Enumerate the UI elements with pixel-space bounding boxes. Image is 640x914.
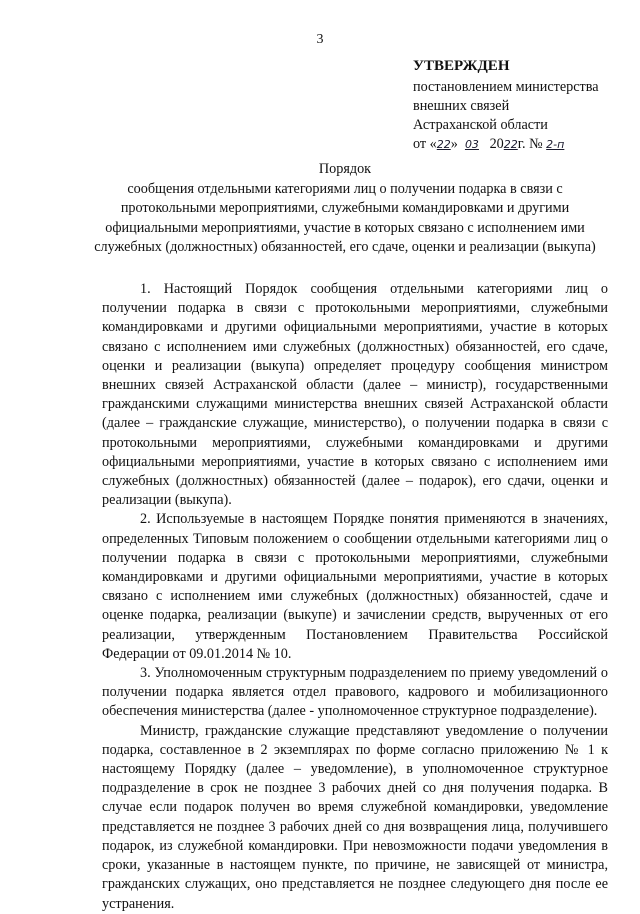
date-mid-2: г. №: [517, 136, 543, 152]
approval-line-1: постановлением министерства: [413, 79, 599, 95]
handwritten-day: 22: [436, 138, 451, 151]
document-body: [102, 280, 608, 914]
year-prefix: 20: [489, 136, 504, 152]
document-title-block: [90, 160, 600, 257]
date-mid-1: »: [450, 136, 458, 152]
paragraph-2: 2. Используемые в настоящем Порядке понятия применяются в значениях, определенных Типовым положением о сообщении отдельными категориями лиц о получении подарка в связи с протокольными мероприятиями, служебными командировками и другими официальными мероприятиями, участие в которых связано с исполнением ими служебных (должностных) обязанностей, сдаче и оценке подарка, реализации (выкупе) и зачислении средств, вырученных от его реализации, утвержденным Постановлением Правительства Российской Федерации от 09.01.2014 № 10.: [102, 511, 608, 662]
document-subtitle: сообщения отдельными категориями лиц о получении подарка в связи с протокольными мероприятиями, служебными командировками и другими официальными мероприятиями, участие в которых связано с исполнением ими служебных (должностных) обязанностей, его сдаче, оценки и реализации (выкупа): [94, 181, 596, 255]
document-title: Порядок: [318, 161, 372, 177]
date-prefix: от «: [413, 136, 437, 152]
paragraph-1: 1. Настоящий Порядок сообщения отдельными категориями лиц о получении подарка в связи с протокольными мероприятиями, служебными командировками и другими официальными мероприятиями, участие в которых связано с исполнением ими служебных (должностных) обязанностей, его сдаче, оценки и реализации (выкупа) определяет процедуру сообщения министром внешних связей Астраханской области (далее – министр), государственными гражданскими служащими министерства внешних связей Астраханской области (далее – гражданские служащие, министерство), о получении подарка в связи с протокольными мероприятиями, служебными командировками и другими официальными мероприятиями, участие в которых связано с исполнением ими служебных (должностных) обязанностей (далее – подарок), его сдачи, оценки и реализации (выкупа).: [102, 281, 608, 509]
paragraph-3: 3. Уполномоченным структурным подразделением по приему уведомлений о получении подарка является отдел правового, кадрового и мобилизационного обеспечения министерства (далее - уполномоченное структурное подразделение).: [102, 665, 608, 720]
approval-line-3: Астраханской области: [413, 117, 548, 133]
handwritten-month: 03: [464, 138, 479, 151]
approval-line-2: внешних связей: [413, 98, 510, 114]
paragraph-4: Министр, гражданские служащие представляют уведомление о получении подарка, составленное в 2 экземплярах по форме согласно приложению № 1 к настоящему Порядку (далее – уведомление), в уполномоченное структурное подразделение в срок не позднее 3 рабочих дней со дня получения подарка. В случае если подарок получен во время служебной командировки, уведомление представляется не позднее 3 рабочих дней со дня возвращения лица, получившего подарок, из служебной командировки. При невозможности подачи уведомления в сроки, указанные в настоящем пункте, по причине, не зависящей от министра, гражданских служащих, оно представляется не позднее следующего дня после ее устранения.: [102, 722, 608, 912]
handwritten-year: 22: [503, 138, 518, 151]
approval-title: УТВЕРЖДЕН: [413, 58, 510, 74]
approval-stamp: [413, 57, 633, 154]
approval-date-line: [413, 135, 633, 154]
handwritten-number: 2-п: [546, 138, 565, 151]
page-number: 3: [316, 32, 324, 47]
